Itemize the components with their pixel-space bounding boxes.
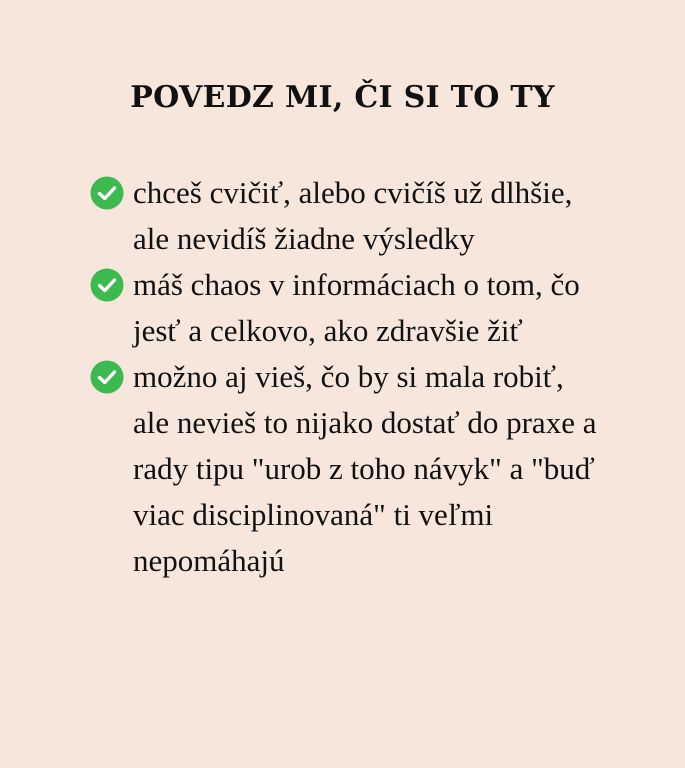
list-item-text: máš chaos v informáciach o tom, čo jesť a celkovo, ako zdravšie žiť: [133, 267, 580, 348]
list-item: [90, 262, 610, 354]
check-circle-icon: [90, 360, 124, 394]
list-item-text: chceš cvičiť, alebo cvičíš už dlhšie, ale nevidíš žiadne výsledky: [133, 175, 573, 256]
check-circle-icon: [90, 176, 124, 210]
check-circle-icon: [90, 268, 124, 302]
checklist: [90, 170, 610, 584]
page-title: POVEDZ MI, ČI SI TO TY: [130, 80, 555, 115]
list-item: [90, 354, 610, 584]
list-item: [90, 170, 610, 262]
list-item-text: možno aj vieš, čo by si mala robiť, ale nevieš to nijako dostať do praxe a rady tipu "urob z toho návyk" a "buď viac disciplinovaná" ti veľmi nepomáhajú: [133, 359, 597, 578]
